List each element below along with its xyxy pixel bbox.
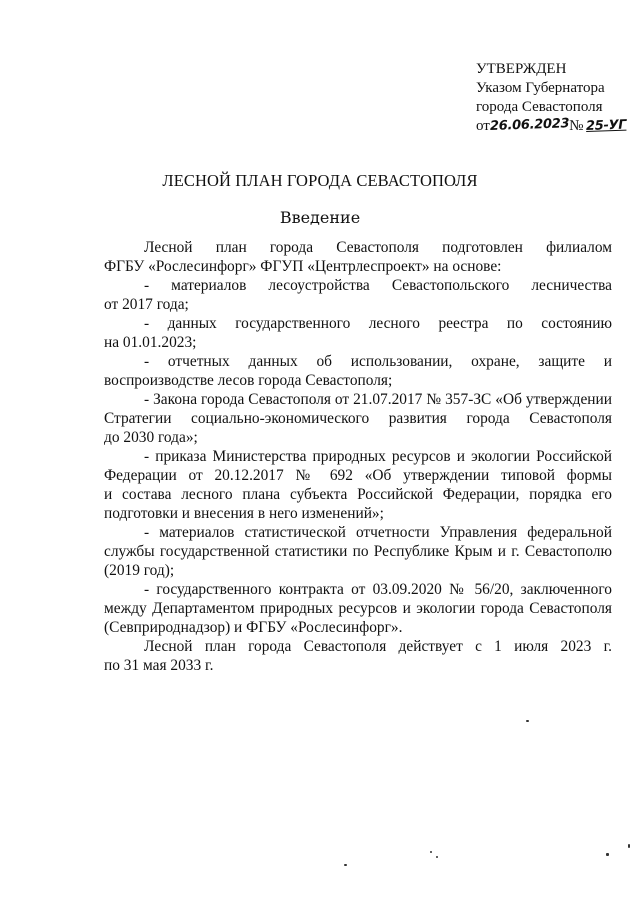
paragraph-line: Лесной план города Севастополя подготовлен филиалом bbox=[144, 239, 612, 256]
approval-heading: УТВЕРЖДЕН bbox=[476, 61, 567, 77]
paragraph-line: - Закона города Севастополя от 21.07.2017 № 357-ЗС «Об утверждении bbox=[144, 391, 612, 408]
introduction-body bbox=[104, 238, 612, 675]
paragraph-line: - данных государственного лесного реестра по состоянию bbox=[144, 315, 612, 332]
paragraph-line: - материалов статистической отчетности Управления федеральной bbox=[144, 524, 612, 541]
approval-stamp bbox=[476, 60, 636, 136]
paragraph-line: - отчетных данных об использовании, охране, защите и bbox=[144, 353, 612, 370]
paragraph-line: воспроизводстве лесов города Севастополя; bbox=[104, 372, 393, 389]
paragraph-line: Лесной план города Севастополя действует с 1 июля 2023 г. bbox=[144, 638, 612, 655]
paragraph-line: на 01.01.2023; bbox=[104, 334, 197, 351]
approval-decree-line: Указом Губернатора bbox=[476, 80, 605, 96]
paragraph-line: по 31 мая 2033 г. bbox=[104, 657, 214, 674]
approval-city-line: города Севастополя bbox=[476, 99, 603, 115]
paragraph-line: от 2017 года; bbox=[104, 296, 189, 313]
approval-date-prefix: от bbox=[476, 118, 490, 134]
scan-speck bbox=[344, 864, 347, 866]
paragraph-line: подготовки и внесения в него изменений»; bbox=[104, 505, 384, 522]
paragraph-line: Федерации от 20.12.2017 № 692 «Об утверждении типовой формы bbox=[104, 467, 612, 484]
paragraph-line: службы государственной статистики по Республике Крым и г. Севастополю bbox=[104, 543, 612, 560]
paragraph-line: - материалов лесоустройства Севастопольского лесничества bbox=[144, 277, 612, 294]
paragraph-line: (2019 год); bbox=[104, 562, 175, 579]
approval-handwritten-date: 26.06.2023 bbox=[489, 116, 570, 134]
paragraph-line: - приказа Министерства природных ресурсов и экологии Российской bbox=[144, 448, 612, 465]
approval-date-number-line bbox=[476, 117, 636, 136]
section-heading: Введение bbox=[279, 208, 361, 227]
scan-speck bbox=[526, 720, 529, 722]
paragraph-line: Стратегии социально-экономического развития города Севастополя bbox=[104, 410, 612, 427]
paragraph-line: ФГБУ «Рослесинфорг» ФГУП «Центрлеспроект» на основе: bbox=[104, 258, 502, 275]
paragraph-line: и состава лесного плана субъекта Российской Федерации, порядка его bbox=[104, 486, 612, 503]
scan-speck bbox=[628, 844, 630, 848]
document-title: ЛЕСНОЙ ПЛАН ГОРОДА СЕВАСТОПОЛЯ bbox=[162, 171, 478, 190]
scan-speck bbox=[436, 856, 438, 858]
scan-speck bbox=[606, 853, 609, 856]
paragraph-line: между Департаментом природных ресурсов и экологии города Севастополя bbox=[104, 600, 612, 617]
approval-number-sign: № bbox=[569, 118, 584, 134]
scan-speck bbox=[430, 851, 432, 853]
paragraph-line: до 2030 года»; bbox=[104, 429, 198, 446]
paragraph-line: - государственного контракта от 03.09.2020 № 56/20, заключенного bbox=[144, 581, 612, 598]
paragraph-line: (Севприроднадзор) и ФГБУ «Рослесинфорг». bbox=[104, 619, 403, 636]
approval-handwritten-number: 25-УГ bbox=[586, 117, 627, 134]
